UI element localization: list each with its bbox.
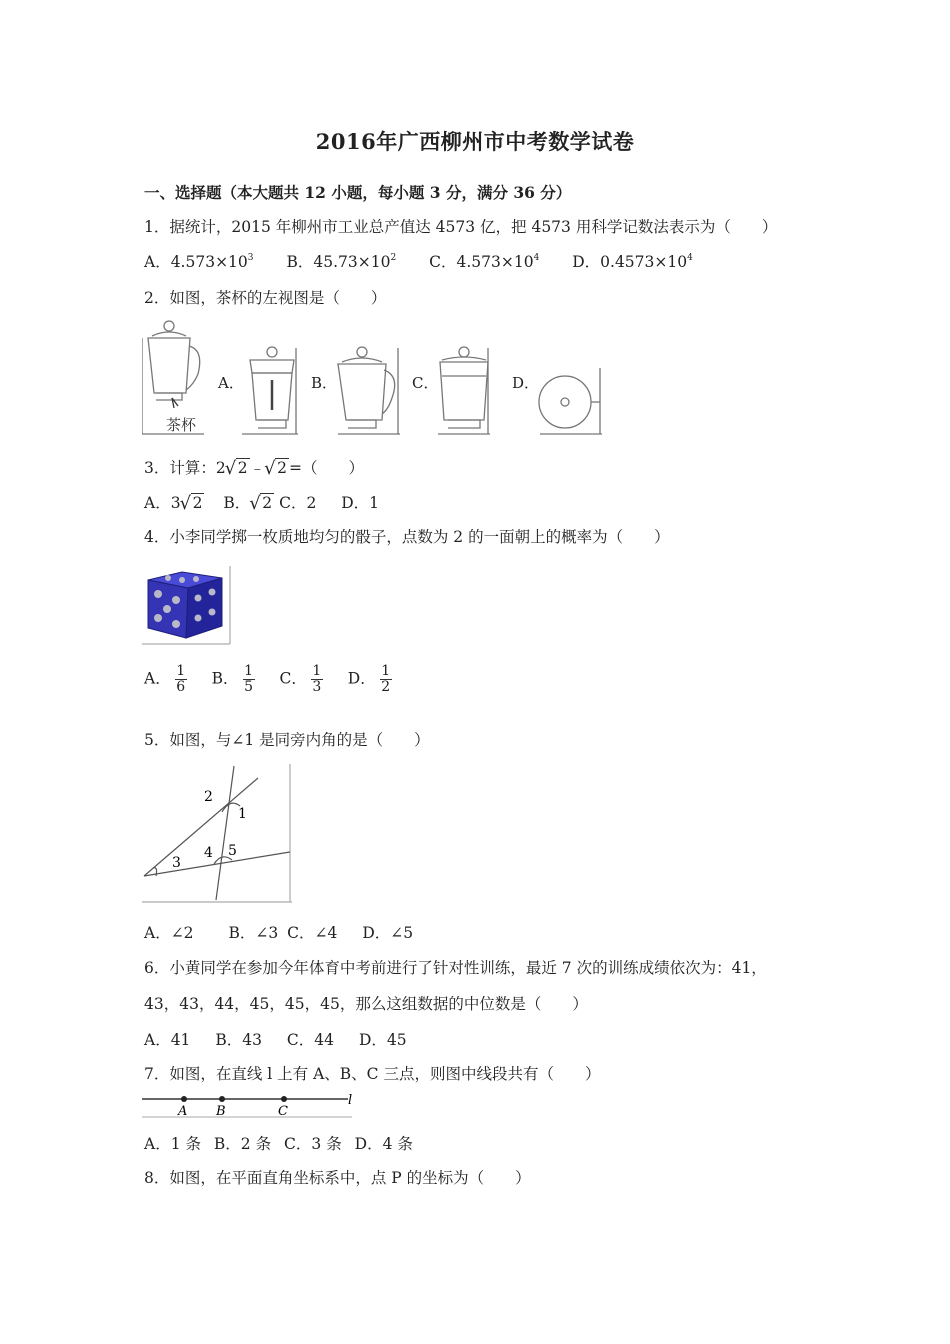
teacup-caption: 茶杯 xyxy=(166,417,197,434)
q8-stem: 8．如图，在平面直角坐标系中，点 P 的坐标为（ ） xyxy=(144,1169,531,1187)
option-b-figure xyxy=(338,347,400,434)
page-title: 2016年广西柳州市中考数学试卷 xyxy=(315,129,635,154)
teacup-original xyxy=(148,321,200,408)
point-a xyxy=(181,1096,187,1102)
option-a-figure xyxy=(242,347,298,434)
q5-angle-figure xyxy=(142,764,294,904)
q4-option-a[interactable]: A． $\frac{1}{6}$ xyxy=(144,663,186,695)
q7-line-figure xyxy=(142,1090,358,1120)
angle-label-3: 3 xyxy=(172,855,181,871)
q1-option-a[interactable]: A．$4.573\times 10^3$ xyxy=(144,253,254,271)
q7-option-a[interactable]: A．1 条 xyxy=(144,1135,201,1153)
q6-option-a[interactable]: A．41 xyxy=(144,1031,191,1049)
q4-option-c[interactable]: C． $\frac{1}{3}$ xyxy=(279,663,322,695)
dice-image xyxy=(142,566,232,646)
line-label-l: l xyxy=(348,1093,353,1108)
q7-option-b[interactable]: B．2 条 xyxy=(213,1135,272,1153)
q7-option-d[interactable]: D．4 条 xyxy=(354,1135,413,1153)
q5-stem: 5．如图，与∠1 是同旁内角的是（ ） xyxy=(144,731,430,749)
q7-option-c[interactable]: C．3 条 xyxy=(284,1135,342,1153)
point-label-c: C xyxy=(278,1104,288,1119)
angle-label-4: 4 xyxy=(204,845,213,861)
q1-option-d[interactable]: D．$0.4573\times 10^4$ xyxy=(572,253,693,271)
point-c xyxy=(281,1096,287,1102)
q5-options xyxy=(144,921,441,943)
q5-option-a[interactable]: A．∠2 xyxy=(144,924,194,942)
q6-option-b[interactable]: B．43 xyxy=(215,1031,262,1049)
option-c-figure xyxy=(438,347,490,434)
angle-label-1: 1 xyxy=(238,806,247,822)
q5-option-b[interactable]: B．∠3 xyxy=(228,924,279,942)
section-heading: 一、选择题（本大题共 12 小题，每小题 3 分，满分 36 分） xyxy=(144,183,572,202)
q6-options xyxy=(144,1028,435,1050)
q6-option-c[interactable]: C．44 xyxy=(286,1031,335,1049)
angle-label-2: 2 xyxy=(204,789,213,805)
point-label-b: B xyxy=(216,1104,226,1119)
q4-options xyxy=(144,664,424,695)
q7-stem: 7．如图，在直线 l 上有 A、B、C 三点，则图中线段共有（ ） xyxy=(144,1065,601,1083)
q3-option-b[interactable]: B．√ 2 xyxy=(223,491,274,513)
q4-option-b[interactable]: B． $\frac{1}{5}$ xyxy=(211,663,253,695)
point-b xyxy=(219,1096,225,1102)
q3-option-a[interactable]: A．3√ 2 xyxy=(144,491,204,513)
q5-option-d[interactable]: D．∠5 xyxy=(362,924,414,942)
q6-stem-line1: 6．小黄同学在参加今年体育中考前进行了针对性训练，最近 7 次的训练成绩依次为：41， xyxy=(144,959,767,977)
q3-option-d[interactable]: D．1 xyxy=(341,494,380,512)
q5-option-c[interactable]: C．∠4 xyxy=(287,924,338,942)
q2-stem: 2．如图，茶杯的左视图是（ ） xyxy=(144,289,387,307)
q3-stem: 3．计算：2√ 2 ﹣√ 2 =（ ） xyxy=(144,456,364,478)
point-label-a: A xyxy=(178,1104,188,1119)
q1-option-c[interactable]: C．$4.573\times 10^4$ xyxy=(429,253,540,271)
option-d-figure xyxy=(539,368,602,434)
q3-options xyxy=(144,491,407,513)
q1-options xyxy=(144,250,721,272)
q6-option-d[interactable]: D．45 xyxy=(358,1031,407,1049)
q1-stem: 1．据统计，2015 年柳州市工业总产值达 4573 亿，把 4573 用科学记数法表示为（ ） xyxy=(144,218,778,236)
q1-option-b[interactable]: B．$45.73\times 10^2$ xyxy=(286,253,397,271)
q2-label-c[interactable]: C． xyxy=(412,374,439,392)
q7-options xyxy=(144,1132,441,1154)
q2-label-a[interactable]: A． xyxy=(218,374,244,392)
q4-stem: 4．小李同学掷一枚质地均匀的骰子，点数为 2 的一面朝上的概率为（ ） xyxy=(144,528,670,546)
q6-stem-line2: 43，43，44，45，45，45，那么这组数据的中位数是（ ） xyxy=(144,995,588,1013)
angle-label-5: 5 xyxy=(228,843,237,859)
q2-label-d[interactable]: D． xyxy=(512,374,540,392)
q3-option-c[interactable]: C．2 xyxy=(279,494,317,512)
q4-option-d[interactable]: D． $\frac{1}{2}$ xyxy=(347,663,391,695)
q2-label-b[interactable]: B． xyxy=(311,374,338,392)
